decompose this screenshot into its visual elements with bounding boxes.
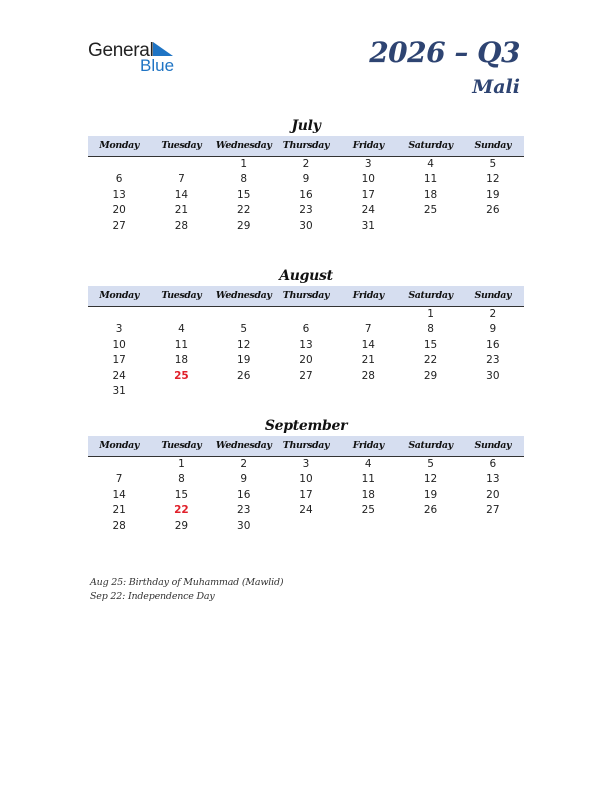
month-july bbox=[88, 116, 524, 234]
logo-general-text: General bbox=[88, 40, 154, 61]
empty-day-cell bbox=[150, 157, 212, 172]
empty-day-cell bbox=[275, 519, 337, 534]
day-cell: 19 bbox=[423, 488, 438, 501]
day-cell: 16 bbox=[486, 338, 500, 351]
day-cell: 10 bbox=[299, 473, 313, 486]
day-cell: 2 bbox=[489, 308, 497, 320]
day-cell: 30 bbox=[237, 519, 251, 532]
day-cell: 27 bbox=[299, 369, 313, 382]
week-row bbox=[88, 457, 524, 472]
weekday-label: Friday bbox=[352, 290, 384, 301]
day-cell: 6 bbox=[115, 173, 123, 186]
day-cell: 22 bbox=[174, 504, 189, 517]
day-cell: 12 bbox=[423, 473, 438, 486]
weekday-label: Friday bbox=[352, 440, 384, 451]
weekday-label: Tuesday bbox=[161, 440, 202, 451]
empty-day-cell bbox=[399, 384, 461, 399]
empty-day-cell bbox=[150, 307, 212, 322]
month-grid bbox=[88, 157, 524, 234]
weekday-label: Sunday bbox=[474, 290, 512, 301]
day-cell: 5 bbox=[427, 458, 434, 470]
day-cell: 29 bbox=[237, 219, 251, 232]
week-row bbox=[88, 384, 524, 399]
week-row bbox=[88, 307, 524, 322]
weekday-label: Sunday bbox=[474, 140, 512, 151]
day-cell: 14 bbox=[112, 488, 126, 501]
weekday-label: Thursday bbox=[282, 440, 330, 451]
day-cell: 6 bbox=[302, 323, 310, 336]
day-cell: 27 bbox=[112, 219, 126, 232]
month-title: July bbox=[291, 118, 321, 134]
weekday-label: Saturday bbox=[408, 140, 453, 151]
day-cell: 9 bbox=[240, 473, 248, 486]
week-row bbox=[88, 488, 524, 503]
empty-day-cell bbox=[337, 519, 399, 534]
day-cell: 23 bbox=[486, 354, 500, 367]
day-cell: 31 bbox=[112, 384, 126, 397]
day-cell: 15 bbox=[174, 488, 189, 501]
month-september bbox=[88, 416, 524, 534]
day-cell: 8 bbox=[427, 323, 434, 336]
day-cell: 4 bbox=[178, 323, 185, 336]
day-cell: 4 bbox=[364, 458, 372, 470]
empty-day-cell bbox=[88, 307, 150, 322]
day-cell: 18 bbox=[361, 488, 375, 501]
day-cell: 11 bbox=[423, 173, 438, 186]
weekday-label: Monday bbox=[99, 290, 139, 301]
weekday-label: Wednesday bbox=[215, 440, 272, 451]
week-row bbox=[88, 369, 524, 384]
empty-day-cell bbox=[213, 307, 275, 322]
empty-day-cell bbox=[337, 384, 399, 399]
day-cell: 7 bbox=[115, 473, 123, 486]
weekday-label: Sunday bbox=[474, 440, 512, 451]
day-cell: 24 bbox=[361, 204, 375, 217]
empty-day-cell bbox=[399, 219, 461, 234]
day-cell: 10 bbox=[112, 338, 126, 351]
logo-blue-text: Blue bbox=[140, 56, 175, 75]
day-cell: 1 bbox=[178, 458, 185, 470]
day-cell: 18 bbox=[174, 354, 189, 367]
day-cell: 26 bbox=[486, 204, 500, 217]
day-cell: 7 bbox=[178, 173, 185, 186]
weekday-label: Thursday bbox=[282, 140, 330, 151]
empty-day-cell bbox=[337, 307, 399, 322]
weekday-label: Thursday bbox=[282, 290, 330, 301]
day-cell: 20 bbox=[486, 488, 500, 501]
day-cell: 14 bbox=[174, 188, 189, 201]
day-cell: 1 bbox=[427, 308, 434, 320]
day-cell: 12 bbox=[486, 173, 500, 186]
weekday-label: Tuesday bbox=[161, 140, 202, 151]
day-cell: 27 bbox=[486, 504, 500, 517]
day-cell: 18 bbox=[423, 188, 438, 201]
day-cell: 30 bbox=[486, 369, 500, 382]
day-cell: 24 bbox=[112, 369, 126, 382]
day-cell: 21 bbox=[361, 354, 375, 367]
day-cell: 21 bbox=[112, 504, 126, 517]
day-cell: 15 bbox=[423, 338, 438, 351]
day-cell: 9 bbox=[302, 173, 310, 186]
empty-day-cell bbox=[150, 384, 212, 399]
day-cell: 11 bbox=[361, 473, 375, 486]
empty-day-cell bbox=[213, 384, 275, 399]
day-cell: 15 bbox=[237, 188, 251, 201]
week-row bbox=[88, 219, 524, 234]
day-cell: 6 bbox=[489, 458, 497, 470]
week-row bbox=[88, 203, 524, 218]
empty-day-cell bbox=[462, 519, 524, 534]
country-name: Mali bbox=[472, 76, 520, 98]
day-cell: 28 bbox=[174, 219, 189, 232]
week-row bbox=[88, 353, 524, 368]
month-title: September bbox=[264, 418, 348, 434]
day-cell: 17 bbox=[299, 488, 313, 501]
month-august bbox=[88, 266, 524, 399]
day-cell: 20 bbox=[112, 204, 126, 217]
empty-day-cell bbox=[88, 457, 150, 472]
day-cell: 2 bbox=[302, 158, 310, 170]
day-cell: 14 bbox=[361, 338, 375, 351]
day-cell: 26 bbox=[423, 504, 438, 517]
weekday-header bbox=[88, 136, 524, 157]
week-row bbox=[88, 188, 524, 203]
day-cell: 7 bbox=[364, 323, 372, 336]
week-row bbox=[88, 472, 524, 487]
weekday-header bbox=[88, 436, 524, 457]
day-cell: 9 bbox=[489, 323, 497, 336]
day-cell: 8 bbox=[240, 173, 248, 186]
empty-day-cell bbox=[399, 519, 461, 534]
day-cell: 19 bbox=[237, 354, 251, 367]
weekday-label: Wednesday bbox=[215, 290, 272, 301]
page-title: 2026 – Q3 bbox=[369, 36, 520, 69]
weekday-label: Wednesday bbox=[215, 140, 272, 151]
week-row bbox=[88, 503, 524, 518]
day-cell: 17 bbox=[112, 354, 126, 367]
day-cell: 11 bbox=[174, 338, 189, 351]
day-cell: 3 bbox=[115, 323, 123, 336]
day-cell: 31 bbox=[361, 219, 375, 232]
day-cell: 5 bbox=[489, 158, 497, 170]
empty-day-cell bbox=[275, 307, 337, 322]
day-cell: 24 bbox=[299, 504, 313, 517]
day-cell: 25 bbox=[423, 204, 438, 217]
empty-day-cell bbox=[462, 384, 524, 399]
week-row bbox=[88, 338, 524, 353]
day-cell: 4 bbox=[427, 158, 434, 170]
generalblue-logo bbox=[88, 40, 188, 76]
day-cell: 26 bbox=[237, 369, 251, 382]
day-cell: 22 bbox=[237, 204, 251, 217]
day-cell: 30 bbox=[299, 219, 313, 232]
holiday-note: Aug 25: Birthday of Muhammad (Mawlid) bbox=[90, 577, 284, 588]
weekday-label: Saturday bbox=[408, 290, 453, 301]
weekday-header bbox=[88, 286, 524, 307]
month-title: August bbox=[279, 268, 333, 284]
week-row bbox=[88, 172, 524, 187]
holiday-note: Sep 22: Independence Day bbox=[90, 590, 215, 602]
weekday-label: Monday bbox=[99, 140, 139, 151]
day-cell: 3 bbox=[364, 158, 372, 170]
holiday-notes bbox=[90, 576, 283, 603]
day-cell: 13 bbox=[299, 338, 313, 351]
day-cell: 20 bbox=[299, 354, 313, 367]
month-grid bbox=[88, 307, 524, 399]
day-cell: 5 bbox=[240, 323, 248, 336]
day-cell: 16 bbox=[237, 488, 251, 501]
day-cell: 12 bbox=[237, 338, 251, 351]
day-cell: 3 bbox=[302, 458, 310, 470]
empty-day-cell bbox=[88, 157, 150, 172]
day-cell: 2 bbox=[240, 458, 248, 470]
day-cell: 1 bbox=[240, 158, 248, 170]
day-cell: 19 bbox=[486, 188, 500, 201]
empty-day-cell bbox=[462, 219, 524, 234]
weekday-label: Saturday bbox=[408, 440, 453, 451]
day-cell: 10 bbox=[361, 173, 375, 186]
day-cell: 23 bbox=[237, 504, 251, 517]
month-grid bbox=[88, 457, 524, 534]
day-cell: 17 bbox=[361, 188, 375, 201]
weekday-label: Friday bbox=[352, 140, 384, 151]
week-row bbox=[88, 519, 524, 534]
day-cell: 28 bbox=[112, 519, 126, 532]
day-cell: 8 bbox=[178, 473, 185, 486]
day-cell: 25 bbox=[174, 369, 189, 382]
week-row bbox=[88, 322, 524, 337]
week-row bbox=[88, 157, 524, 172]
day-cell: 28 bbox=[361, 369, 375, 382]
day-cell: 21 bbox=[174, 204, 189, 217]
day-cell: 13 bbox=[486, 473, 500, 486]
day-cell: 16 bbox=[299, 188, 313, 201]
day-cell: 22 bbox=[423, 354, 438, 367]
day-cell: 13 bbox=[112, 188, 126, 201]
day-cell: 29 bbox=[174, 519, 189, 532]
empty-day-cell bbox=[275, 384, 337, 399]
weekday-label: Tuesday bbox=[161, 290, 202, 301]
day-cell: 23 bbox=[299, 204, 313, 217]
day-cell: 29 bbox=[423, 369, 438, 382]
day-cell: 25 bbox=[361, 504, 375, 517]
weekday-label: Monday bbox=[99, 440, 139, 451]
